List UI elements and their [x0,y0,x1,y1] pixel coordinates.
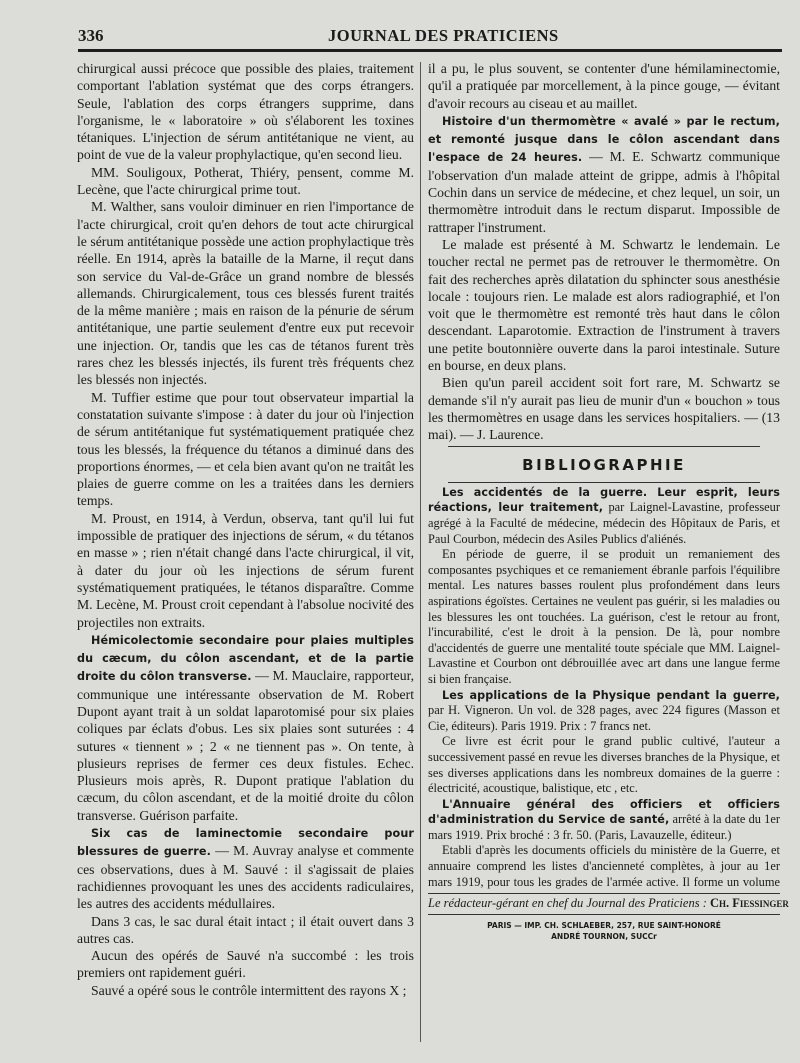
column-divider [420,62,421,1042]
printer-imprint [428,920,780,942]
footer-rule-top [428,893,780,894]
paragraph: Aucun des opérés de Sauvé n'a succombé : les trois premiers ont rapidement guéri. [77,948,414,981]
paragraph [77,824,414,912]
section-heading: Histoire d'un thermomètre « avalé » par le rectum, et remonté jusque dans le côlon ascendant dans l'espace de 24 heures. [428,114,780,165]
review-paragraph: Ce livre est écrit pour le grand public cultivé, l'auteur a successivement passé en revue les diverses branches de la Physique, et ses diverses applications dans les nombreux domaines de la guerre : électricité, acoustique, balistique, etc , etc. [428,734,780,796]
biblio-rule-top [448,446,760,447]
paragraph-text: — M. E. Schwartz communique l'observation d'un malade atteint de grippe, admis à l'hôpital Cochin dans un service de médecine, et chez lequel, un soir, un thermomètre introduit dans le rectum disparut. Impossible de rattraper l'instrument. [428,149,780,235]
section-heading: Hémicolectomie secondaire pour plaies multiples du cæcum, du côlon ascendant, et de la partie droite du côlon transverse. [77,633,414,684]
book-title: L'Annuaire général des officiers et officiers d'administration du Service de santé, [428,797,780,827]
paragraph: Dans 3 cas, le sac dural était intact ; il était ouvert dans 3 autres cas. [77,913,414,946]
editor-label: Le rédacteur-gérant en chef du Journal des Praticiens : [428,896,707,910]
journal-title: JOURNAL DES PRATICIENS [328,26,559,45]
paragraph: M. Proust, en 1914, à Verdun, observa, tant qu'il lui fut impossible de pratiquer des injections de sérum, « du tétanos en masse » ; rien n'était changé dans l'acte chirurgical, il vit, à dater du jour où les injections de sérum furent systématiquement pratiquées, le tétanos disparaître. Comme M. Lecène, M. Proust croit cependant à l'absolue nocivité des projectiles non extraits. [77,510,414,630]
header-rule [78,49,782,52]
bibliography-entry [428,797,780,844]
book-title: Les accidentés de la guerre. Leur esprit, leurs réactions, leur traitement, [428,485,780,515]
paragraph: Bien qu'un pareil accident soit fort rare, M. Schwartz se demande s'il n'y aurait pas lieu de munir d'un « bouchon » tous les thermomètres en usage dans les services hospitaliers. — (13 mai). — J. Laurence. [428,375,780,443]
editor-credit [428,896,789,911]
paragraph: Sauvé a opéré sous le contrôle intermittent des rayons X ; [91,982,407,998]
paragraph-text: — M. Mauclaire, rapporteur, communique une intéressante observation de M. Robert Dupont ayant trait à un soldat laparotomisé pour six plaies coliques par éclats d'obus. Les six plaies sont suturées : 4 sutures « tiennent » ; 2 « ne tiennent pas ». On tente, à plusieurs reprises de fermer ces deux fistules. Echec. Plusieurs mois après, R. Dupont pratique l'ablation du cæcum, du côlon ascendant, et de la moitié droite du côlon transverse. Guérison parfaite. [77,668,414,823]
bibliography-title: BIBLIOGRAPHIE [522,455,686,474]
bibliography-entry [428,485,780,547]
editor-name: Ch. Fiessinger [709,896,789,910]
paragraph: M. Walther, sans vouloir diminuer en rien l'importance de l'acte chirurgical, croit qu'en dehors de tout acte chirurgical le sérum antitétanique possède une action prophylactique très réelle. En 1914, après la bataille de la Marne, il reçut dans son service du Val-de-Grâce un grand nombre de blessés allemands. Chirurgicalement, tous ces blessés furent traités de la même manière ; mais en raison de la pénurie de sérum antitétanique, une partie seulement d'entre eux put recevoir une injection. Or, tandis que les cas de tétanos furent très rares chez les blessés injectés, ils furent très fréquents chez les blessés non injectés. [77,199,414,388]
footer-rule-bottom [428,914,780,915]
paragraph [77,631,414,824]
paragraph: MM. Souligoux, Potherat, Thiéry, pensent, comme M. Lecène, que l'acte chirurgical prime tout. [77,164,414,198]
page-number: 336 [78,26,104,45]
review-paragraph: En période de guerre, il se produit un remaniement des composantes psychiques et ce remaniement ébranle parfois l'équilibre mental. Les natures basses roulent plus profondément dans leurs aspirations égoïstes. Certaines ne veulent pas guérir, si les maladies ou les blessures les ont touchées. La guérison, c'est le retour au front, l'incurabilité, c'est le droit à la pension. De là, pour nombre d'accidentés de guerre une mentalité toute spéciale que MM. Laignel-Lavastine et Courbon ont débrouillée avec art dans une langue ferme si bien française. [428,547,780,686]
left-column [77,60,414,1060]
book-title: Les applications de la Physique pendant la guerre, [442,688,780,702]
biblio-rule-bottom [448,482,760,483]
book-details: arrêté à la date du 1er mars 1919. Prix broché : 3 fr. 50. (Paris, Lavauzelle, éditeur.) [428,812,780,842]
book-details: par Laignel-Lavastine, professeur agrégé à la Faculté de médecine, médecin des Hôpitaux de Paris, et Paul Courbon, médecin des Asiles Publics d'aliénés. [428,500,780,546]
printer-line: PARIS — IMP. CH. SCHLAEBER, 257, RUE SAINT-HONORÉ [487,921,721,930]
bibliography-entries [428,485,780,890]
paragraph: Le malade est présenté à M. Schwartz le lendemain. Le toucher rectal ne permet pas de retrouver le thermomètre. On fait des recherches après dilatation du sphincter sous anesthésie locale : toujours rien. Le malade est alors radiographié, et l'on voit que le thermomètre est remonté très haut dans le côlon descendant. Laparotomie. Extraction de l'instrument à travers une petite boutonnière ouverte dans la paroi intestinale. Suture en bourse, en deux plans. [428,236,780,374]
review-paragraph: Etabli d'après les documents officiels du ministère de la Guerre, et annuaire comprend les listes d'ancienneté complètes, à jour au 1er mars 1919, pour tous les grades de l'armée active. Il forme un volume [428,843,780,889]
paragraph [428,112,780,236]
right-column [428,60,780,890]
page-header [78,24,778,50]
paragraph-text: — M. Auvray analyse et commente ces observations, dues à M. Sauvé : il s'agissait de plaies rachidiennes provoquant les unes des accidents radiculaires, les autres des accidents médullaires. [77,843,414,912]
bibliography-entry [428,688,780,735]
paragraph: il a pu, le plus souvent, se contenter d'une hémilaminectomie, qu'il a pratiquée par morcellement, à la pince gouge, — évitant d'avoir recours au ciseau et au maillet. [428,61,780,111]
paragraph: chirurgical aussi précoce que possible des plaies, traitement comportant l'ablation systémat que des corps étrangers. Seule, l'ablation des corps étrangers supprime, dans l'organisme, le « laboratoire » où s'élaborent les toxines tétaniques. L'injection de sérum antitétanique ne vient, au point de vue de la valeur prophylactique, qu'en second lieu. [77,61,414,163]
paragraph: M. Tuffier estime que pour tout observateur impartial la constatation suivante s'impose : à dater du jour où l'injection de sérum antitétanique fut systématiquement pratiquée chez tous les blessés, la fréquence du tétanos a diminué dans des proportions énormes, — et cela bien avant qu'on ne traitât les plaies de guerre comme on les a traitées dans les derniers temps. [77,389,414,509]
book-details: par H. Vigneron. Un vol. de 328 pages, avec 224 figures (Masson et Cie, éditeurs). Paris 1919. Prix : 7 francs net. [428,703,780,733]
printer-line: ANDRÉ TOURNON, SUCCr [551,932,657,941]
section-heading: Six cas de laminectomie secondaire pour blessures de guerre. [77,827,414,859]
